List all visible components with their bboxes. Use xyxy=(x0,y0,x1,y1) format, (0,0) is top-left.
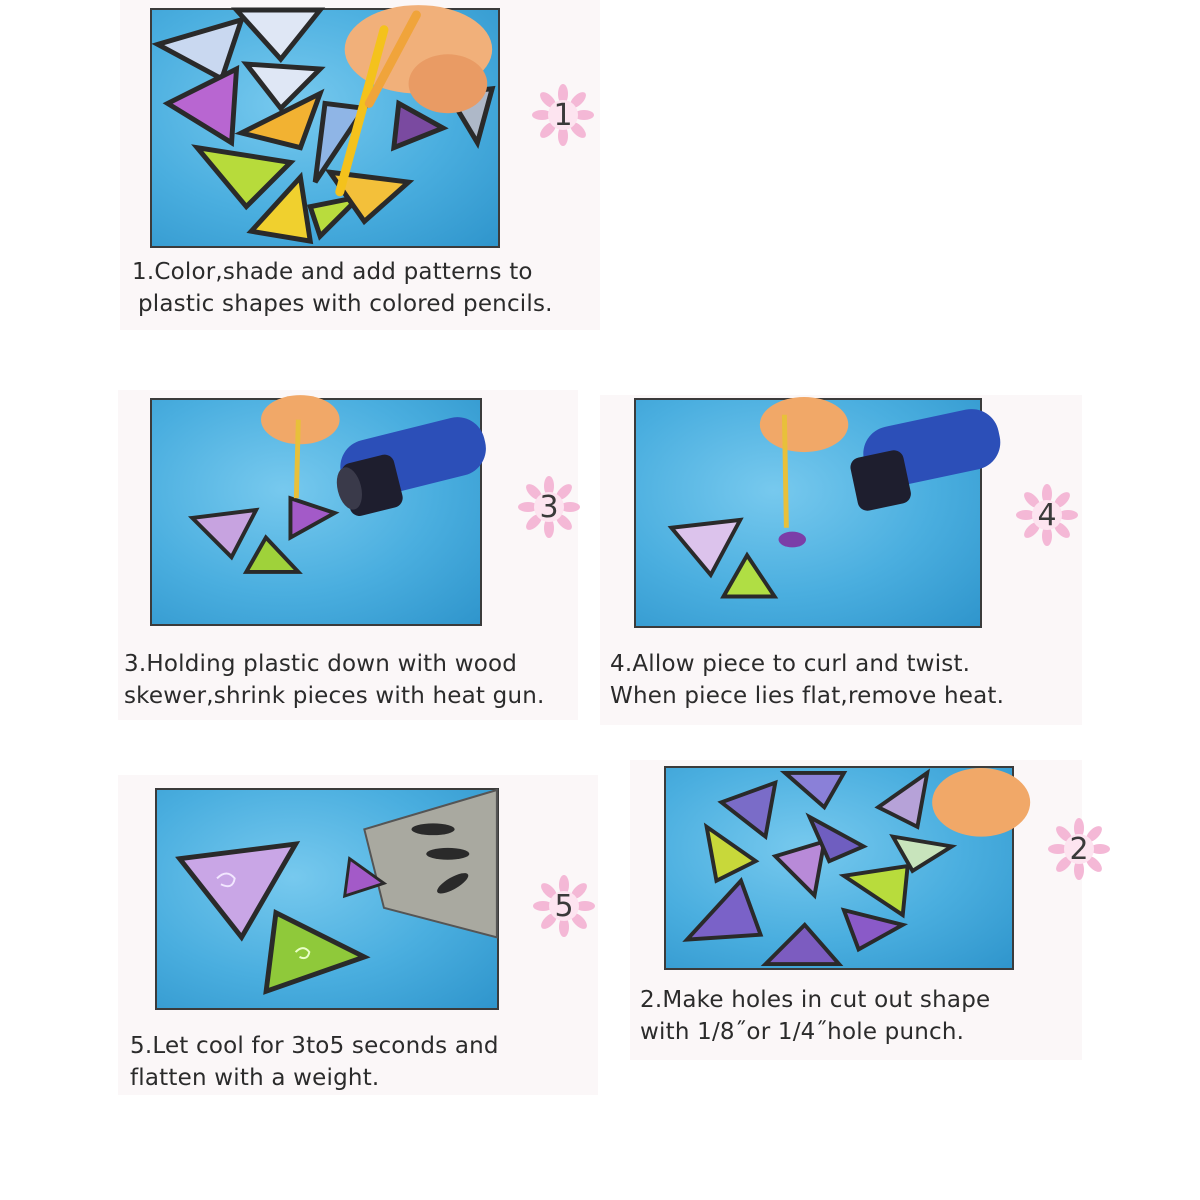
step5-number: 5 xyxy=(554,888,574,924)
step1-number: 1 xyxy=(553,97,573,133)
step3-illustration xyxy=(152,400,480,624)
step2-illustration xyxy=(666,768,1012,968)
step3-caption-line1: 3.Holding plastic down with wood xyxy=(124,651,518,677)
step2-photo xyxy=(664,766,1014,970)
step3-number-badge xyxy=(518,476,580,538)
step5-photo xyxy=(155,788,499,1010)
step1-number-badge xyxy=(532,84,594,146)
step3-photo xyxy=(150,398,482,626)
step4-illustration xyxy=(636,400,980,626)
step2-caption xyxy=(640,984,1082,1048)
step3-number: 3 xyxy=(539,489,559,525)
step5-number-badge xyxy=(533,875,595,937)
step1-caption-line2: plastic shapes with colored pencils. xyxy=(138,291,553,317)
step2-number: 2 xyxy=(1069,831,1089,867)
step5-caption-line2: flatten with a weight. xyxy=(130,1065,380,1091)
step1-caption-line1: 1.Color,shade and add patterns to xyxy=(132,259,533,285)
step2-number-badge xyxy=(1048,818,1089,880)
step2-caption-line2: with 1/8˝or 1/4˝hole punch. xyxy=(640,1019,965,1045)
step3-caption xyxy=(124,648,545,712)
step1-photo xyxy=(150,8,500,248)
step5-illustration xyxy=(157,790,497,1008)
step5-caption xyxy=(130,1030,499,1094)
step1-illustration xyxy=(152,10,498,246)
step4-number: 4 xyxy=(1037,497,1057,533)
step2-caption-line1: 2.Make holes in cut out shape xyxy=(640,987,991,1013)
step5-caption-line1: 5.Let cool for 3to5 seconds and xyxy=(130,1033,499,1059)
step4-number-badge xyxy=(1016,484,1078,546)
step4-caption-line1: 4.Allow piece to curl and twist. xyxy=(610,651,971,677)
step4-photo xyxy=(634,398,982,628)
step3-caption-line2: skewer,shrink pieces with heat gun. xyxy=(124,683,545,709)
step4-caption xyxy=(610,648,1004,712)
step1-caption xyxy=(132,256,553,320)
step4-caption-line2: When piece lies flat,remove heat. xyxy=(610,683,1005,709)
